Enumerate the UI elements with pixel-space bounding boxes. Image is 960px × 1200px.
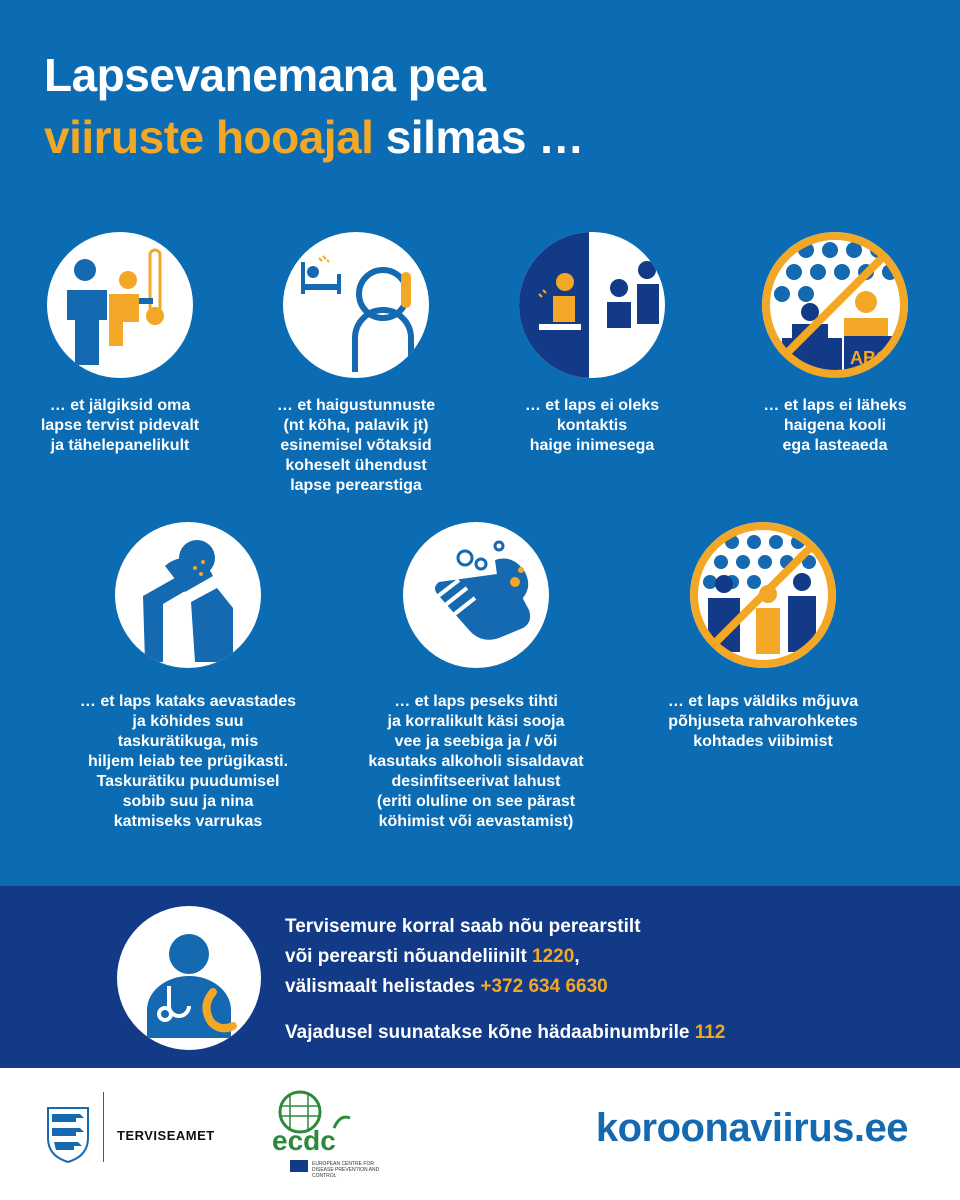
caption-line: kasutaks alkoholi sisaldavat	[368, 753, 584, 770]
caption-line: lapse tervist pidevalt	[40, 417, 200, 434]
caption-line: koheselt ühendust	[285, 457, 427, 474]
doctor-on-phone-icon	[117, 906, 261, 1050]
info-line-4	[285, 1018, 725, 1048]
caption-line: põhjuseta rahvarohketes	[668, 713, 858, 730]
info-line-2	[285, 942, 725, 972]
title-highlight: viiruste hooajal	[44, 111, 374, 163]
caption-line: hiljem leiab tee prügikasti.	[87, 753, 289, 770]
eu-flag-icon	[290, 1160, 308, 1172]
ecdc-logo	[268, 1088, 368, 1160]
caption-line: … et haigustunnuste	[276, 397, 436, 414]
caption-item-5	[68, 692, 308, 832]
no-school-when-sick-icon	[762, 232, 908, 378]
caption-line: ja tähelepanelikult	[50, 437, 190, 454]
avoid-sick-person-icon	[519, 232, 665, 378]
caption-line: haigena kooli	[783, 417, 887, 434]
estonian-coat-of-arms-icon	[44, 1102, 92, 1164]
abc-label: ABC	[850, 348, 889, 368]
info-line-3	[285, 972, 725, 1002]
phone-call-sick-child-icon	[283, 232, 429, 378]
info-line-2-suffix: ,	[574, 946, 580, 967]
terviseamet-logo-text: TERVISEAMET	[117, 1128, 215, 1143]
emergency-number[interactable]: 112	[694, 1022, 726, 1043]
title-rest: silmas …	[373, 111, 584, 163]
info-line-4-text: Vajadusel suunatakse kõne hädaabinumbrile	[285, 1022, 695, 1043]
avoid-crowds-icon	[690, 522, 836, 668]
ecdc-subtext: EUROPEAN CENTRE FOR DISEASE PREVENTION AND CONTROL	[312, 1161, 380, 1179]
caption-item-2	[236, 396, 476, 496]
caption-line: kontaktis	[556, 417, 628, 434]
abroad-phone-number[interactable]: +372 634 6630	[480, 976, 608, 997]
info-line-1: Tervisemure korral saab nõu perearstilt	[285, 916, 641, 937]
caption-line: … et laps peseks tihti	[394, 693, 558, 710]
caption-line: … et laps kataks aevastades	[79, 693, 297, 710]
caption-line: katmiseks varrukas	[113, 813, 263, 830]
ecdc-logo-text: ecdc	[272, 1125, 336, 1156]
page-title	[44, 44, 584, 168]
contact-info-text	[285, 912, 725, 1048]
caption-item-7	[643, 692, 883, 752]
caption-line: … et laps ei oleks	[524, 397, 660, 414]
caption-line: ja köhides suu	[132, 713, 244, 730]
cough-into-sleeve-icon	[115, 522, 261, 668]
caption-line: (eriti oluline on see pärast	[376, 793, 576, 810]
footer-divider	[103, 1092, 104, 1162]
website-link[interactable]: koroonaviirus.ee	[595, 1106, 908, 1150]
caption-line: … et laps ei läheks	[763, 397, 907, 414]
caption-line: ega lasteaeda	[782, 437, 888, 454]
caption-item-1	[0, 396, 240, 456]
caption-line: … et laps väldiks mõjuva	[667, 693, 859, 710]
caption-line: … et jälgiksid oma	[49, 397, 191, 414]
caption-line: Taskurätiku puudumisel	[96, 773, 280, 790]
parent-checking-child-temperature-icon	[47, 232, 193, 378]
caption-item-6	[356, 692, 596, 832]
caption-line: vee ja seebiga ja / või	[394, 733, 558, 750]
nurse-line-number[interactable]: 1220	[532, 946, 575, 967]
info-line-2-text: või perearsti nõuandeliinilt	[285, 946, 533, 967]
caption-line: kohtades viibimist	[693, 733, 833, 750]
caption-line: lapse perearstiga	[290, 477, 422, 494]
caption-line: taskurätikuga, mis	[117, 733, 259, 750]
title-line-1: Lapsevanemana pea	[44, 49, 486, 101]
hand-washing-icon	[403, 522, 549, 668]
caption-line: (nt köha, palavik jt)	[283, 417, 429, 434]
caption-line: desinfitseerivat lahust	[391, 773, 561, 790]
caption-item-3	[472, 396, 712, 456]
caption-line: sobib suu ja nina	[122, 793, 254, 810]
caption-line: köhimist või aevastamist)	[378, 813, 574, 830]
caption-item-4	[715, 396, 955, 456]
caption-line: ja korralikult käsi sooja	[387, 713, 565, 730]
info-line-3-text: välismaalt helistades	[285, 976, 481, 997]
caption-line: esinemisel võtaksid	[280, 437, 432, 454]
caption-line: haige inimesega	[529, 437, 655, 454]
